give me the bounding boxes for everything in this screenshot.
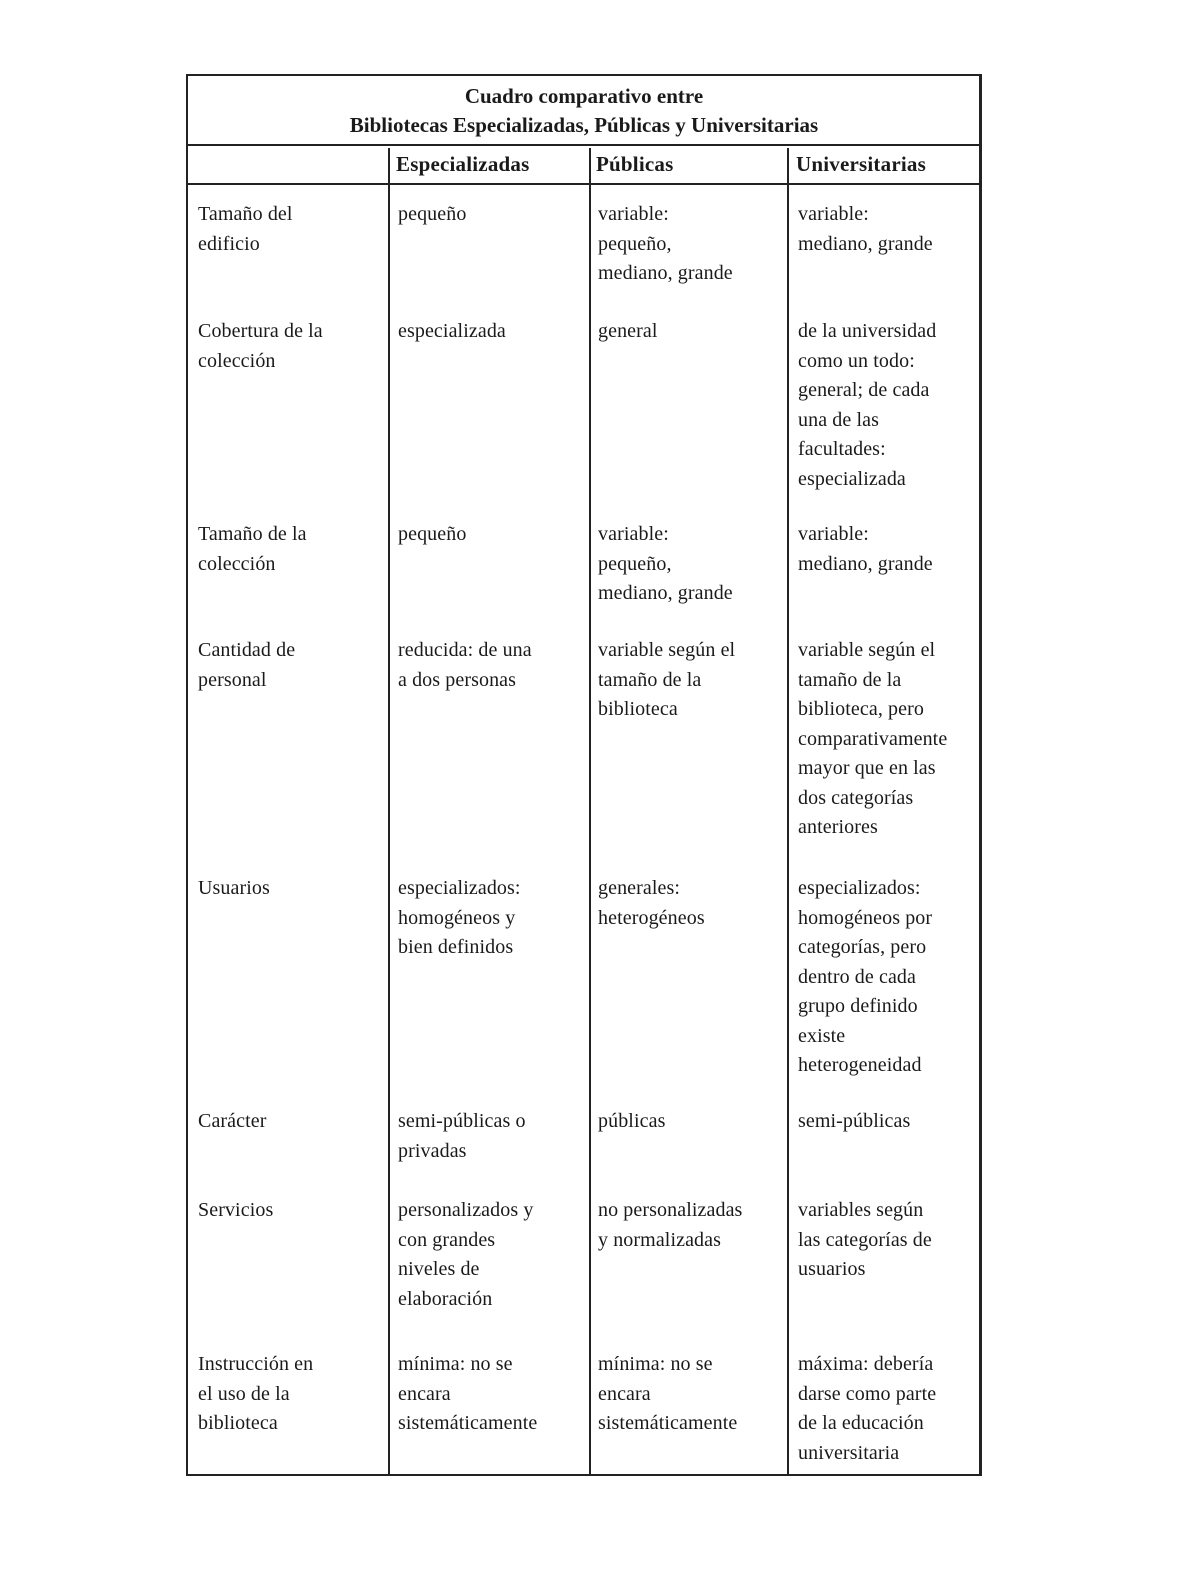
column-divider (388, 148, 390, 1476)
table-cell: mínima: no se encara sistemáticamente (398, 1353, 538, 1434)
row-label: Cantidad de personal (198, 639, 296, 691)
table-cell: especializada (398, 320, 506, 342)
comparison-table (186, 74, 982, 1476)
table-cell: pequeño (398, 203, 467, 225)
table-cell: general (598, 320, 658, 342)
table-title (186, 74, 982, 146)
table-cell: reducida: de una a dos personas (398, 639, 532, 691)
row-label: Cobertura de la colección (198, 320, 323, 372)
table-cell: variable: mediano, grande (798, 203, 933, 255)
table-cell: semi-públicas (798, 1110, 911, 1132)
table-cell: variable: pequeño, mediano, grande (598, 523, 733, 604)
table-cell: máxima: debería darse como parte de la educación universitaria (798, 1353, 937, 1464)
column-header-especializadas: Especializadas (396, 152, 530, 176)
header-divider (186, 183, 982, 185)
column-divider (787, 148, 789, 1476)
row-label: Servicios (198, 1199, 274, 1221)
table-cell: variable según el tamaño de la biblioteca, pero comparativamente mayor que en las dos categorías anteriores (798, 639, 948, 838)
table-cell: personalizados y con grandes niveles de elaboración (398, 1199, 534, 1310)
table-cell: mínima: no se encara sistemáticamente (598, 1353, 738, 1434)
row-label: Tamaño de la colección (198, 523, 307, 575)
title-line-1: Cuadro comparativo entre (464, 84, 704, 108)
table-cell: semi-públicas o privadas (398, 1110, 526, 1162)
table-cell: variables según las categorías de usuarios (798, 1199, 932, 1280)
title-line-2: Bibliotecas Especializadas, Públicas y Universitarias (349, 113, 819, 137)
table-cell: especializados: homogéneos y bien definidos (398, 877, 521, 958)
row-label: Tamaño del edificio (198, 203, 293, 255)
row-label: Usuarios (198, 877, 270, 899)
table-cell: variable según el tamaño de la biblioteca (598, 639, 736, 720)
column-header-universitarias: Universitarias (796, 152, 926, 176)
column-header-publicas: Públicas (596, 152, 674, 176)
table-cell: variable: mediano, grande (798, 523, 933, 575)
table-cell: públicas (598, 1110, 666, 1132)
row-label: Instrucción en el uso de la biblioteca (198, 1353, 314, 1434)
table-cell: de la universidad como un todo: general; de cada una de las facultades: especializada (798, 320, 937, 490)
row-label: Carácter (198, 1110, 267, 1132)
table-cell: generales: heterogéneos (598, 877, 705, 929)
table-cell: especializados: homogéneos por categorías, pero dentro de cada grupo definido existe heterogeneidad (798, 877, 933, 1076)
table-cell: variable: pequeño, mediano, grande (598, 203, 733, 284)
table-cell: no personalizadas y normalizadas (598, 1199, 743, 1251)
table-cell: pequeño (398, 523, 467, 545)
